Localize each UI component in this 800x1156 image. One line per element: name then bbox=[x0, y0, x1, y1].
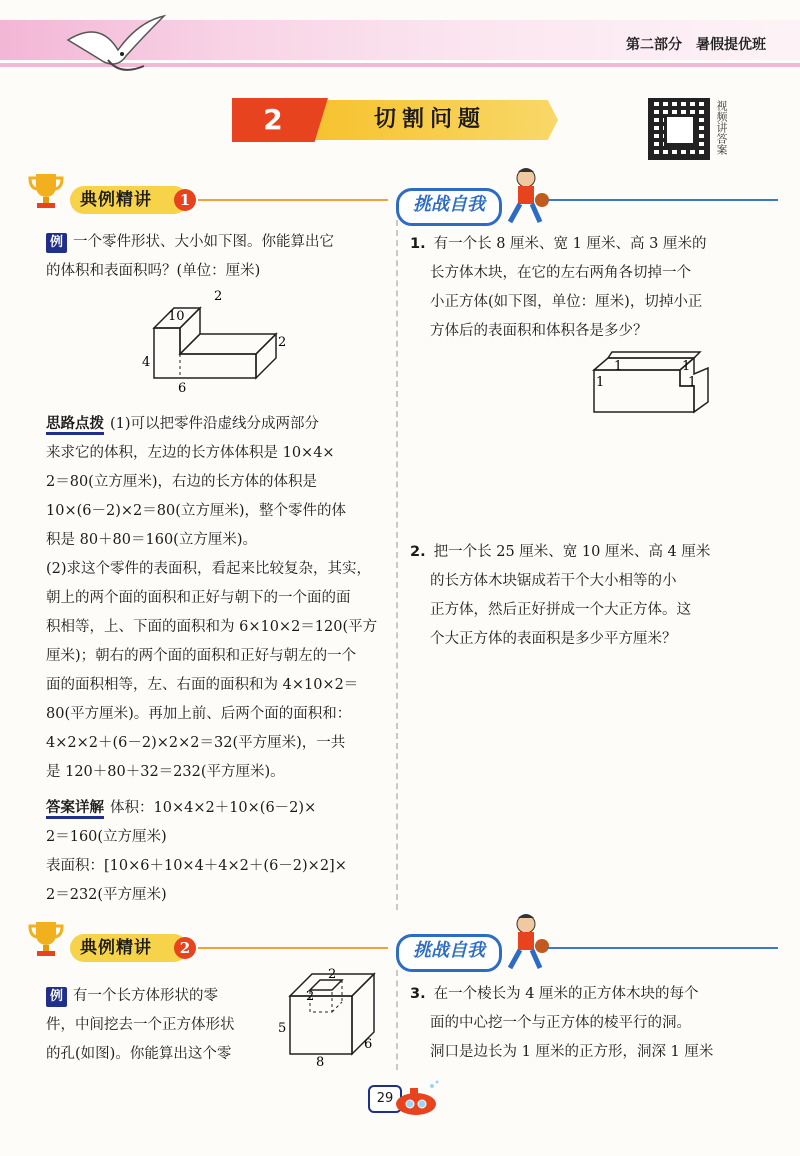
example2-figure bbox=[276, 966, 386, 1070]
fig1-top-label: 2 bbox=[214, 289, 223, 304]
example-heading-2 bbox=[70, 934, 188, 962]
q3-number: 3. bbox=[410, 986, 426, 1002]
runner-icon bbox=[496, 166, 552, 228]
q1-fig-label-a: 1 bbox=[596, 375, 605, 390]
example1-figure bbox=[140, 286, 300, 394]
example2-question: 例 有一个长方体形状的零 件，中间挖去一个正方体形状 的孔(如图)。你能算出这个零 bbox=[46, 988, 235, 1062]
fig2-top-label: 2 bbox=[328, 967, 337, 982]
example-number-badge: 1 bbox=[174, 189, 196, 211]
seagull-icon bbox=[60, 10, 170, 84]
part-title: 第二部分 暑假提优班 bbox=[626, 37, 766, 53]
fig2-inner-label: 2 bbox=[306, 989, 315, 1004]
example-heading-text: 典例精讲 bbox=[80, 938, 152, 958]
challenge-q3: 3. 在一个棱长为 4 厘米的正方体木块的每个 面的中心挖一个与正方体的棱平行的洞。 洞口是边长为 1 厘米的正方形，洞深 1 厘米 bbox=[410, 986, 714, 1060]
fig2-right-label: 6 bbox=[364, 1037, 373, 1052]
answer-label: 答案详解 bbox=[46, 800, 104, 819]
example1-question: 例 一个零件形状、大小如下图。你能算出它 的体积和表面积吗？(单位：厘米) bbox=[46, 234, 335, 279]
example-tag: 例 bbox=[46, 987, 67, 1007]
challenge-badge: 挑战自我 bbox=[396, 934, 502, 972]
column-divider bbox=[396, 220, 398, 910]
qr-caption: 视频讲答案 bbox=[715, 100, 728, 155]
submarine-icon bbox=[392, 1080, 442, 1120]
page-number: 29 bbox=[368, 1085, 402, 1113]
example-heading-text: 典例精讲 bbox=[80, 190, 152, 210]
runner-icon bbox=[496, 912, 552, 974]
fig1-left-label: 4 bbox=[142, 355, 151, 370]
q1-fig-label-d: 1 bbox=[688, 375, 697, 390]
fig2-left-label: 5 bbox=[278, 1021, 287, 1036]
trophy-icon bbox=[28, 918, 64, 958]
example-tag: 例 bbox=[46, 233, 67, 253]
q1-fig-label-c: 1 bbox=[682, 359, 691, 374]
heading-rule bbox=[198, 947, 388, 949]
qr-center bbox=[664, 114, 696, 146]
challenge-q2: 2. 把一个长 25 厘米、宽 10 厘米、高 4 厘米 的长方体木块锯成若干个大小相等的小 正方体，然后正好拼成一个大正方体。这 个大正方体的表面积是多少平方厘米？ bbox=[410, 544, 711, 647]
column-divider bbox=[396, 970, 398, 1070]
fig1-left-top-label: 10 bbox=[168, 309, 185, 324]
hint-label: 思路点拨 bbox=[46, 416, 104, 435]
q1-number: 1. bbox=[410, 236, 426, 252]
heading-rule bbox=[198, 199, 388, 201]
fig1-bottom-label: 6 bbox=[178, 381, 187, 394]
challenge-rule bbox=[548, 199, 778, 201]
q2-number: 2. bbox=[410, 544, 426, 560]
example-number-badge: 2 bbox=[174, 937, 196, 959]
trophy-icon bbox=[28, 170, 64, 210]
challenge-q1: 1. 有一个长 8 厘米、宽 1 厘米、高 3 厘米的 长方体木块，在它的左右两角各切掉一个 小正方体(如下图，单位：厘米)，切掉小正 方体后的表面积和体积各是多少？ bbox=[410, 236, 707, 339]
example-heading-1 bbox=[70, 186, 188, 214]
challenge-badge: 挑战自我 bbox=[396, 188, 502, 226]
example1-hint: 思路点拨 (1)可以把零件沿虚线分成两部分 来求它的体积，左边的长方体体积是 10×4× 2＝80(立方厘米)，右边的长方体的体积是 10×(6－2)×2＝80(立方厘米)，整个零件的体 积是 80＋80＝160(立方厘米)。 (2)求这个零件的表面积，看起来比较复杂，其实， 朝上的两个面的面积和正好与朝下的一个面的面 积相等，上、下面的面积和为 6×10×2＝120(平方 厘米)；朝右的两个面的面积和正好与朝左的一个 面的面积相等，左、右面的面积和为 4×10×2＝ 80(平方厘米)。再加上前、后两个面的面积和： 4×2×2＋(6－2)×2×2＝32(平方厘米)，一共 是 120＋80＋32＝232(平方厘米)。 bbox=[46, 416, 378, 780]
example1-answer: 答案详解 体积：10×4×2＋10×(6－2)× 2＝160(立方厘米) 表面积：[10×6＋10×4＋4×2＋(6－2)×2]× 2＝232(平方厘米) bbox=[46, 800, 347, 903]
section-number: 2 bbox=[263, 103, 283, 136]
q1-figure bbox=[584, 346, 724, 418]
q1-fig-label-b: 1 bbox=[614, 359, 623, 374]
fig2-bottom-label: 8 bbox=[316, 1055, 325, 1070]
section-title: 切割问题 bbox=[373, 107, 486, 132]
fig1-right-label: 2 bbox=[278, 335, 287, 350]
challenge-rule bbox=[548, 947, 778, 949]
